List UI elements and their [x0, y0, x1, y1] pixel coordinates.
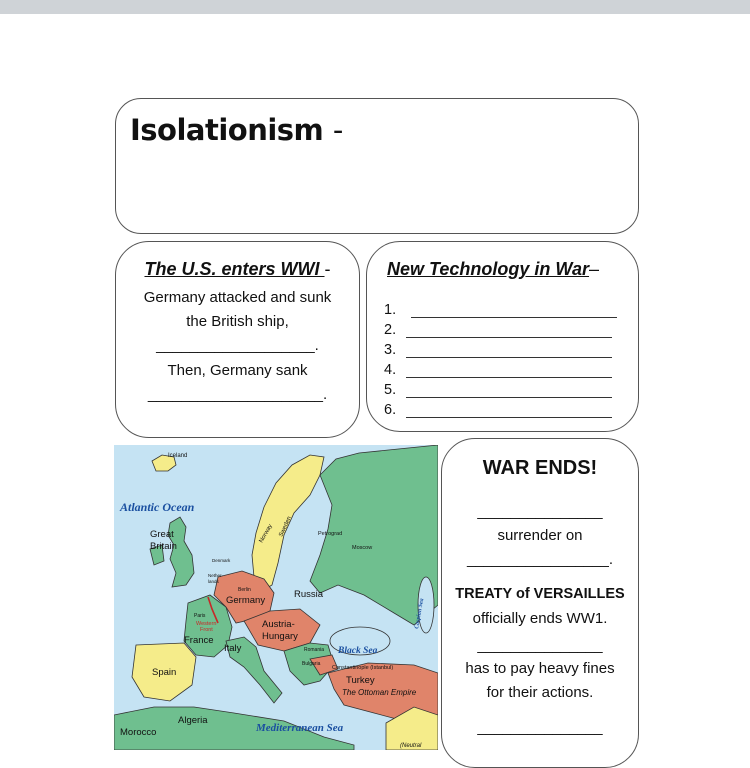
- war-ends-blank: _________________.: [467, 551, 613, 568]
- map-label-germany: Germany: [226, 595, 266, 606]
- map-label-denmark: Denmark: [212, 558, 231, 563]
- war-ends-blank: _______________: [477, 719, 603, 736]
- map-label-norway: Norway: [258, 523, 274, 544]
- map-label-france: France: [184, 635, 214, 646]
- tech-item-blank: [406, 365, 612, 378]
- us-enters-heading-text: The U.S. enters WWI: [144, 259, 325, 279]
- tech-item-blank: [406, 385, 612, 398]
- europe-wwi-map: [114, 445, 438, 750]
- tech-item-number: 1.: [384, 302, 397, 318]
- map-label-berlin: Berlin: [238, 587, 251, 593]
- isolationism-dash: -: [332, 113, 343, 147]
- map-label-netherlands: lands: [208, 579, 219, 584]
- map-label-morocco: Morocco: [120, 727, 157, 738]
- map-label-neutral: (Neutral: [400, 743, 422, 749]
- new-tech-heading: [387, 259, 599, 280]
- map-label-turkey: Turkey: [346, 675, 375, 686]
- map-label-great-britain: Great: [150, 529, 174, 540]
- map-label-austria-hungary: Hungary: [262, 631, 298, 642]
- us-enters-dash: -: [324, 259, 331, 279]
- new-technology-box: [366, 241, 639, 432]
- map-svg: [114, 445, 438, 750]
- map-label-italy: Italy: [224, 643, 242, 654]
- tech-item-number: 3.: [384, 342, 397, 358]
- tech-item-number: 5.: [384, 382, 397, 398]
- map-label-western-front: Western: [196, 621, 217, 627]
- map-label-sweden: Sweden: [278, 515, 293, 538]
- top-bar: [0, 0, 750, 14]
- us-enters-heading: [116, 259, 359, 280]
- map-label-mediterranean: Mediterranean Sea: [256, 722, 344, 734]
- map-label-atlantic: Atlantic Ocean: [120, 500, 195, 514]
- map-label-russia: Russia: [294, 589, 324, 600]
- map-label-moscow: Moscow: [352, 545, 373, 551]
- isolationism-title-text: Isolationism: [130, 113, 324, 147]
- tech-item-number: 4.: [384, 362, 397, 378]
- treaty-of-versailles: TREATY of VERSAILLES: [455, 586, 625, 602]
- war-ends-line: has to pay heavy fines: [465, 660, 615, 677]
- us-enters-line: Then, Germany sank: [167, 362, 308, 379]
- map-label-romania: Romania: [304, 647, 325, 653]
- map-label-netherlands: Nether-: [208, 573, 224, 578]
- tech-item: [384, 342, 612, 358]
- tech-item: [384, 402, 612, 418]
- map-label-petrograd: Petrograd: [318, 531, 343, 537]
- tech-item-number: 6.: [384, 402, 397, 418]
- map-label-algeria: Algeria: [178, 715, 208, 726]
- war-ends-box: [441, 438, 639, 768]
- us-enters-line: Germany attacked and sunk: [143, 289, 332, 306]
- us-enters-wwi-box: [115, 241, 360, 438]
- war-ends-line: officially ends WW1.: [472, 610, 608, 627]
- new-tech-heading-text: New Technology in War: [387, 259, 590, 279]
- tech-item-blank: [406, 325, 612, 338]
- map-label-iceland: Iceland: [168, 453, 188, 459]
- map-label-black-sea: Black Sea: [338, 646, 378, 656]
- war-ends-title: WAR ENDS!: [482, 457, 598, 479]
- us-enters-blank: ___________________.: [156, 337, 319, 354]
- tech-item-number: 2.: [384, 322, 397, 338]
- us-enters-line: the British ship,: [186, 313, 289, 330]
- war-ends-line: for their actions.: [486, 684, 594, 701]
- map-label-bulgaria: Bulgaria: [302, 661, 321, 667]
- map-label-austria-hungary: Austria-: [262, 619, 295, 630]
- map-label-constantinople: Constantinople (Istanbul): [332, 665, 394, 671]
- map-label-spain: Spain: [152, 667, 177, 678]
- tech-item: [384, 362, 612, 378]
- isolationism-box: [115, 98, 639, 234]
- map-label-ottoman: The Ottoman Empire: [342, 688, 417, 697]
- us-enters-blank: _____________________.: [147, 386, 328, 403]
- tech-item: [384, 382, 612, 398]
- map-label-caspian: Caspian Sea: [414, 597, 426, 630]
- war-ends-blank: _______________: [477, 503, 603, 520]
- map-label-paris: Paris: [194, 613, 206, 619]
- tech-item: [384, 302, 617, 318]
- tech-item-blank: [406, 405, 612, 418]
- new-tech-dash: –: [589, 259, 600, 279]
- map-label-great-britain: Britain: [150, 541, 177, 552]
- isolationism-title: [130, 113, 343, 147]
- tech-item: [384, 322, 612, 338]
- tech-item-blank: [406, 345, 612, 358]
- map-label-western-front: Front: [200, 627, 213, 633]
- war-ends-blank: _______________: [477, 637, 603, 654]
- war-ends-line: surrender on: [497, 527, 583, 544]
- tech-item-blank: [411, 305, 617, 318]
